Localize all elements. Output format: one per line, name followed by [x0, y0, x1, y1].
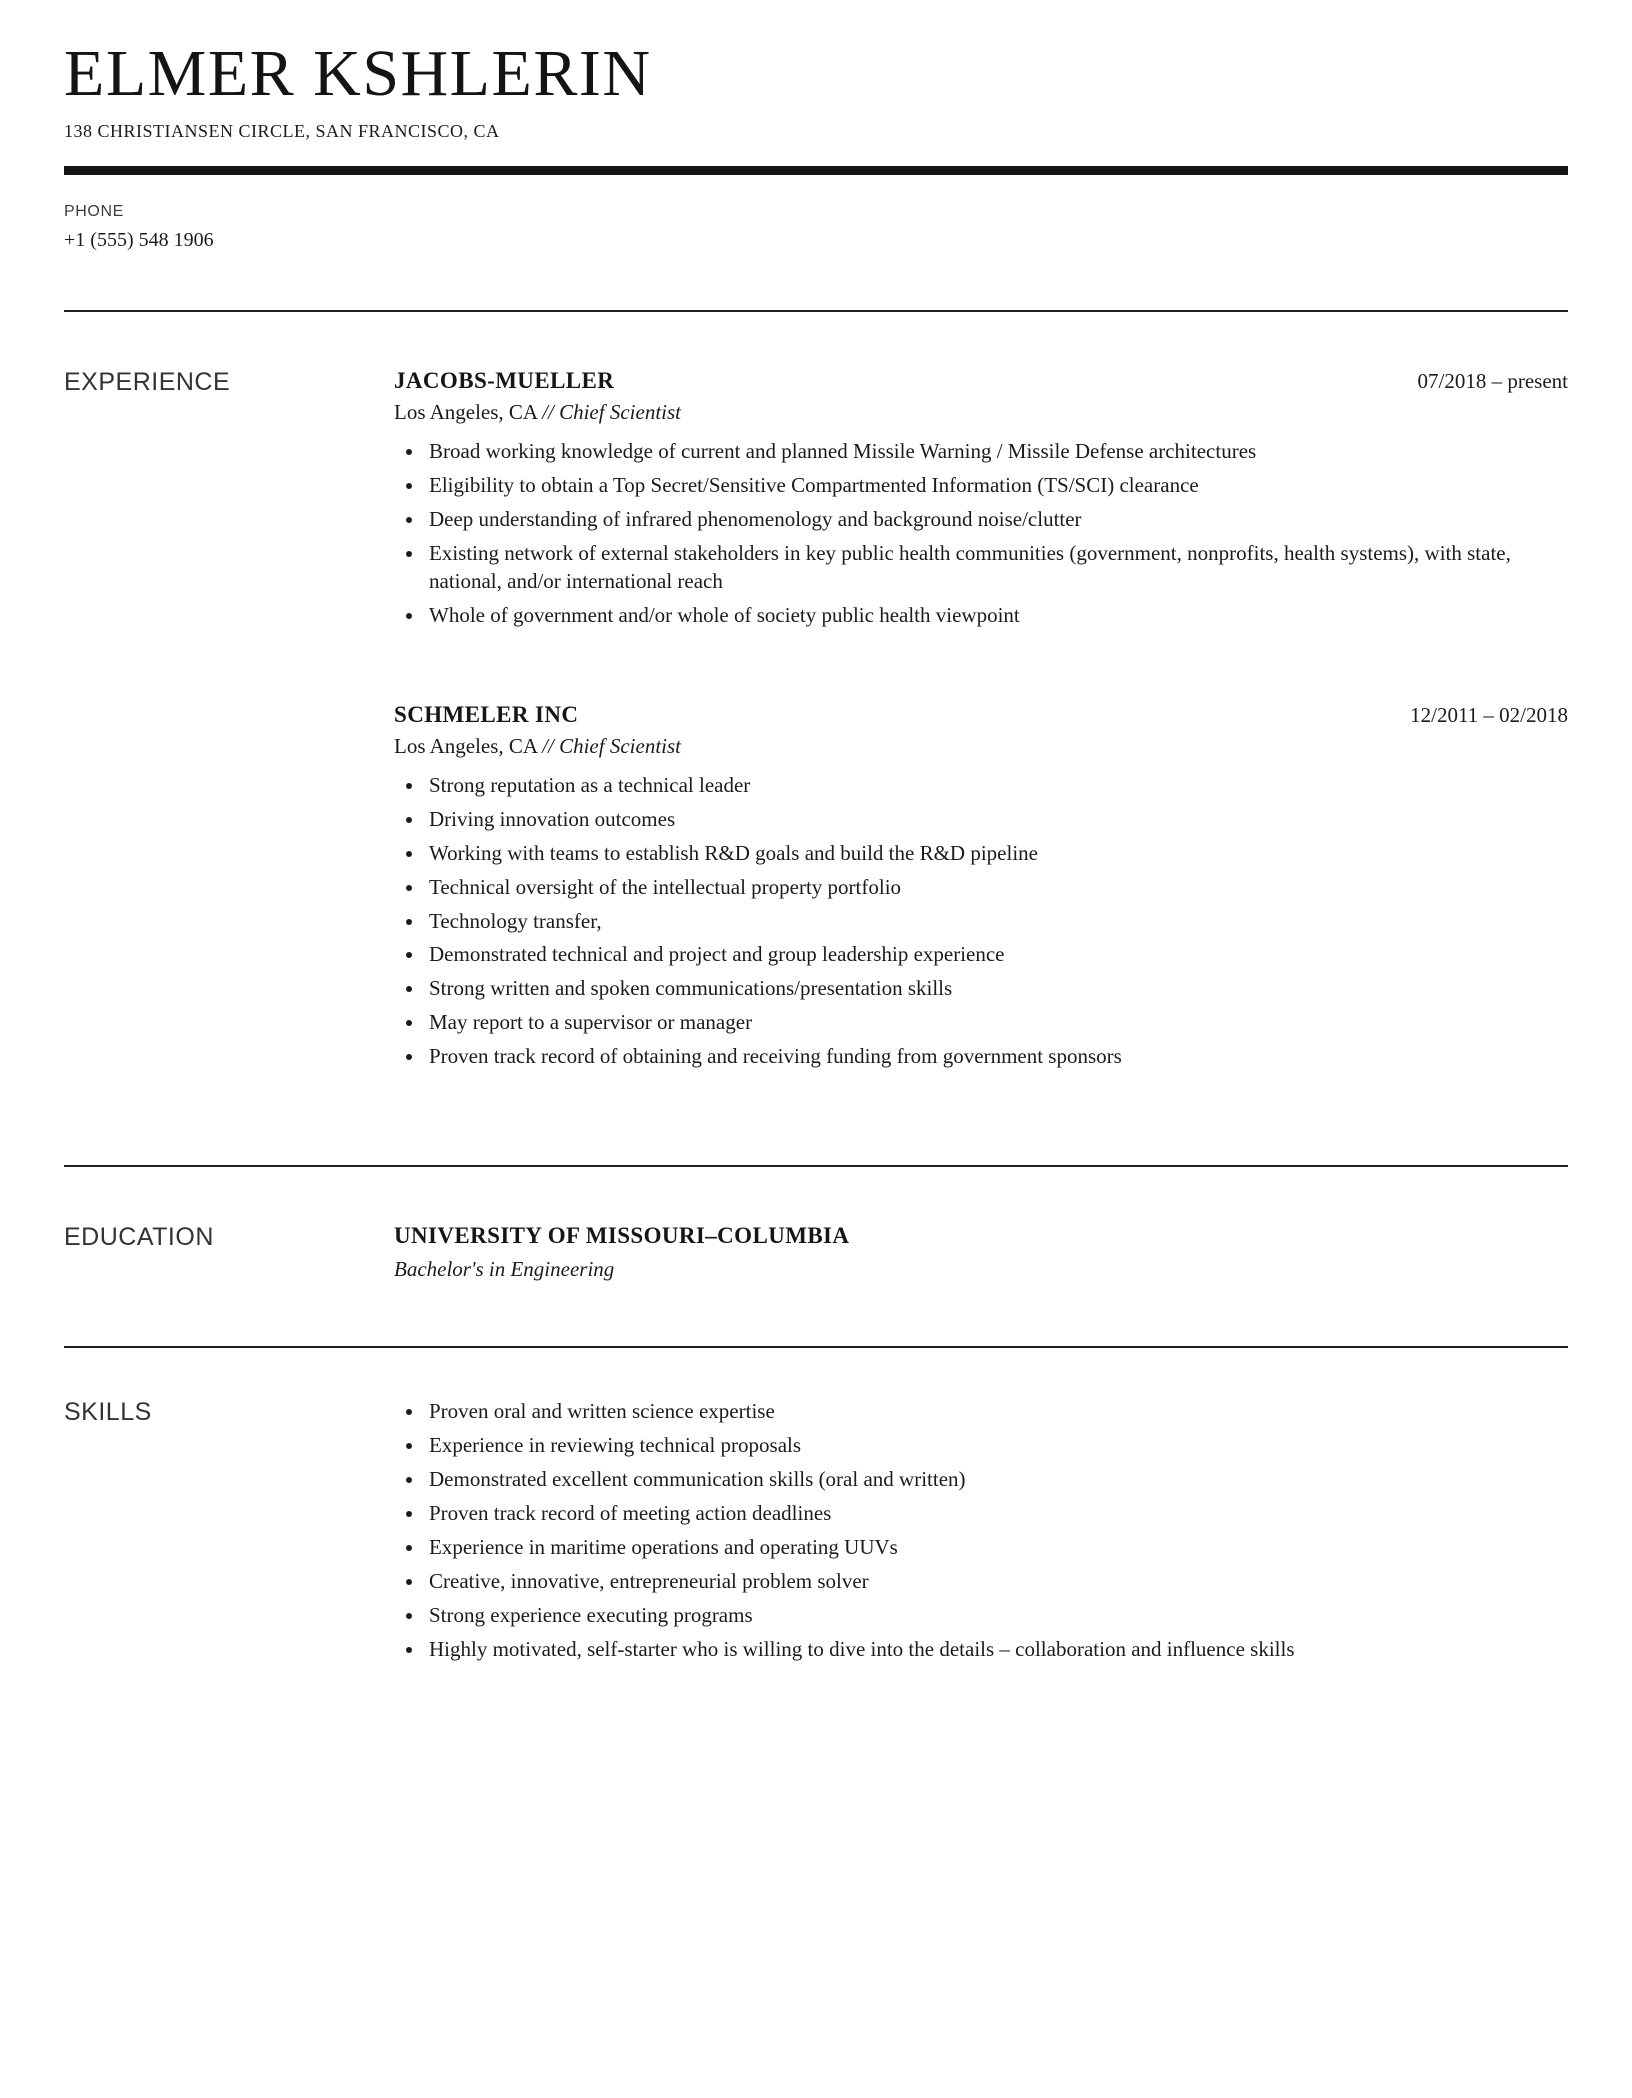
experience-section [64, 312, 1568, 1077]
education-section-label: EDUCATION [64, 1223, 214, 1252]
job-bullets [394, 772, 1568, 1071]
job-dates: 07/2018 – present [1417, 369, 1568, 394]
skill-bullet-item: • Highly motivated, self-starter who is willing to dive into the details – collaboration and influence skills [425, 1636, 1568, 1664]
company-name: SCHMELER INC [394, 701, 579, 727]
job-bullet-item: • Existing network of external stakeholders in key public health communities (government, nonprofits, health systems), with state, national, and/or international reach [425, 540, 1568, 596]
skill-bullet-item: • Creative, innovative, entrepreneurial problem solver [425, 1568, 1568, 1596]
degree-name: Bachelor's in Engineering [394, 1257, 615, 1282]
skill-bullet-item: • Experience in maritime operations and operating UUVs [425, 1534, 1568, 1562]
job-bullet-item: • Strong written and spoken communications/presentation skills [425, 975, 1568, 1003]
masthead [64, 37, 1568, 175]
company-name: JACOBS-MUELLER [394, 368, 615, 394]
experience-content [394, 368, 1568, 1077]
candidate-name: ELMER KSHLERIN [64, 37, 652, 110]
job-entry-jacobs-mueller [394, 368, 1568, 630]
skill-bullet-item: • Strong experience executing programs [425, 1602, 1568, 1630]
job-bullet-item: • Eligibility to obtain a Top Secret/Sensitive Compartmented Information (TS/SCI) clearance [425, 472, 1568, 500]
skill-bullet-item: • Proven track record of meeting action deadlines [425, 1500, 1568, 1528]
skill-bullet-item: • Proven oral and written science expertise [425, 1398, 1568, 1426]
job-dates: 12/2011 – 02/2018 [1410, 702, 1568, 727]
skill-bullet-item: • Demonstrated excellent communication skills (oral and written) [425, 1466, 1568, 1494]
school-name: UNIVERSITY OF MISSOURI–COLUMBIA [394, 1223, 850, 1249]
job-bullet-item: • Working with teams to establish R&D goals and build the R&D pipeline [425, 840, 1568, 868]
phone-label: PHONE [64, 203, 124, 221]
job-subline [394, 400, 1568, 425]
contact-section [64, 203, 1568, 252]
education-content [394, 1223, 1568, 1282]
header-divider [64, 166, 1568, 175]
job-bullet-item: • Technology transfer, [425, 908, 1568, 936]
job-bullet-item: • Driving innovation outcomes [425, 806, 1568, 834]
job-subline [394, 734, 1568, 759]
job-bullet-item: • Broad working knowledge of current and planned Missile Warning / Missile Defense architectures [425, 438, 1568, 466]
job-role: // Chief Scientist [542, 733, 681, 758]
job-entry-schmeler-inc [394, 702, 1568, 1071]
job-bullet-item: • May report to a supervisor or manager [425, 1009, 1568, 1037]
skill-bullet-item: • Experience in reviewing technical proposals [425, 1432, 1568, 1460]
job-location: Los Angeles, CA [394, 400, 537, 425]
candidate-address: 138 CHRISTIANSEN CIRCLE, SAN FRANCISCO, CA [64, 121, 500, 142]
skills-content [394, 1398, 1568, 1669]
job-bullet-item: • Demonstrated technical and project and group leadership experience [425, 941, 1568, 969]
job-location: Los Angeles, CA [394, 733, 537, 758]
job-bullet-item: • Deep understanding of infrared phenomenology and background noise/clutter [425, 506, 1568, 534]
job-bullet-item: • Technical oversight of the intellectual property portfolio [425, 874, 1568, 902]
job-bullet-item: • Strong reputation as a technical leader [425, 772, 1568, 800]
job-header [394, 702, 1568, 728]
job-bullet-item: • Proven track record of obtaining and receiving funding from government sponsors [425, 1043, 1568, 1071]
job-header [394, 368, 1568, 394]
skills-section-label: SKILLS [64, 1398, 152, 1427]
job-bullet-item: • Whole of government and/or whole of society public health viewpoint [425, 602, 1568, 630]
skills-bullets [394, 1398, 1568, 1663]
job-role: // Chief Scientist [542, 400, 681, 425]
job-bullets [394, 438, 1568, 630]
experience-section-label: EXPERIENCE [64, 368, 231, 397]
phone-value: +1 (555) 548 1906 [64, 229, 214, 252]
skills-section [64, 1348, 1568, 1669]
education-section [64, 1167, 1568, 1282]
